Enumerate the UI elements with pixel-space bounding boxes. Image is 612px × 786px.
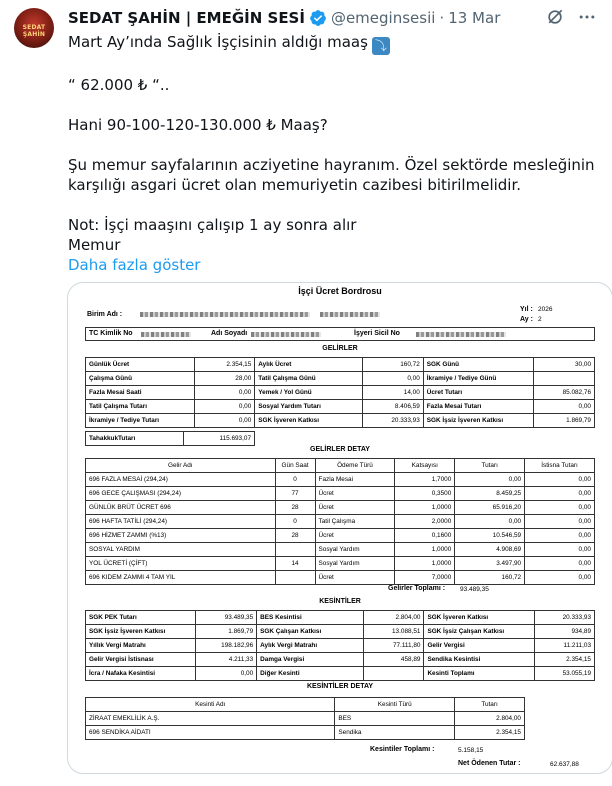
tc-label: TC Kimlik No — [89, 330, 133, 337]
table-value: 0,00 — [195, 414, 255, 428]
column-header: Tutarı — [455, 459, 525, 473]
gelirler-table — [85, 357, 595, 428]
table-label: Günlük Ücret — [86, 358, 195, 372]
arrow-down-right-emoji-icon: ⤵ — [372, 37, 390, 55]
tweet-image[interactable] — [67, 282, 612, 774]
tahakkuk-table — [85, 431, 255, 446]
table-cell: 0,00 — [525, 529, 595, 543]
table-label: Sosyal Yardım Tutarı — [255, 400, 363, 414]
table-cell: 10.546,59 — [455, 529, 525, 543]
table-cell: YOL ÜCRETİ (ÇİFT) — [86, 557, 276, 571]
author-handle[interactable]: @emeginsesii — [330, 9, 436, 27]
table-cell: 8.459,25 — [455, 487, 525, 501]
table-value: 11.211,03 — [534, 639, 594, 653]
kesintiler-row — [86, 639, 595, 653]
table-cell: Ücret — [315, 501, 395, 515]
table-label: BES Kesintisi — [257, 611, 364, 625]
table-value: 0,00 — [195, 400, 255, 414]
table-cell — [275, 543, 315, 557]
column-header: Kesinti Türü — [335, 698, 455, 712]
table-row — [86, 726, 525, 740]
table-cell: Sendika — [335, 726, 455, 740]
table-cell: 0 — [275, 473, 315, 487]
table-cell: 2.354,15 — [455, 726, 525, 740]
table-value — [364, 667, 424, 681]
grok-icon[interactable] — [544, 6, 566, 28]
table-label: Kesinti Toplamı — [424, 667, 534, 681]
separator-dot: · — [439, 9, 445, 27]
avatar[interactable] — [14, 8, 54, 48]
table-label: Aylık Ücret — [255, 358, 363, 372]
author-name[interactable]: SEDAT ŞAHİN | EMEĞİN SESİ — [68, 9, 305, 27]
table-value: 0,00 — [196, 667, 257, 681]
table-cell: 7,0000 — [395, 571, 455, 585]
table-cell: Sosyal Yardım — [315, 557, 395, 571]
table-label: Gelir Vergisi — [424, 639, 534, 653]
verified-badge-icon — [309, 9, 327, 27]
kesintiler-detay-table — [85, 697, 525, 740]
gelirler-row — [86, 372, 595, 386]
sicil-label: İşyeri Sicil No — [354, 330, 400, 337]
adsoyad-label: Adı Soyadı — [211, 330, 248, 337]
table-label: Aylık Vergi Matrahı — [257, 639, 364, 653]
kesintiler-row — [86, 611, 595, 625]
redacted-birim — [140, 312, 310, 317]
tweet-date[interactable]: 13 Mar — [448, 9, 501, 27]
table-cell: 696 GECE ÇALIŞMASI (294,24) — [86, 487, 276, 501]
table-value: 198.182,96 — [196, 639, 257, 653]
table-cell: 0,00 — [525, 543, 595, 557]
column-header: Gün Saat — [275, 459, 315, 473]
gelirler-detay-table — [85, 458, 595, 585]
yil-label: Yıl : — [520, 306, 533, 313]
table-label: SGK Günü — [423, 358, 533, 372]
kesintiler-toplami-value: 5.158,15 — [458, 747, 484, 754]
column-header: İstisna Tutarı — [525, 459, 595, 473]
table-cell: 0,00 — [525, 515, 595, 529]
table-cell: BES — [335, 712, 455, 726]
table-value: 0,00 — [195, 386, 255, 400]
table-value: 20.333,93 — [534, 611, 594, 625]
table-value: 20.333,93 — [362, 414, 423, 428]
table-value: 30,00 — [534, 358, 595, 372]
tweet-header — [68, 8, 602, 28]
table-value: 93.489,35 — [196, 611, 257, 625]
table-row — [86, 515, 595, 529]
table-cell: 696 FAZLA MESAİ (294,24) — [86, 473, 276, 487]
table-value: 8.406,59 — [362, 400, 423, 414]
table-row — [86, 571, 595, 585]
redacted-birim-2 — [320, 312, 380, 317]
table-label: İkramiye / Tediye Günü — [423, 372, 533, 386]
column-header: Katsayısı — [395, 459, 455, 473]
table-label: Fazla Mesai Saati — [86, 386, 195, 400]
table-label: SGK İşveren Katkısı — [424, 611, 534, 625]
ay-label: Ay : — [520, 316, 533, 323]
table-value: 0,00 — [534, 400, 595, 414]
table-row — [86, 473, 595, 487]
table-cell: 1,0000 — [395, 501, 455, 515]
table-cell: 1,0000 — [395, 543, 455, 557]
table-cell: 696 KIDEM ZAMMI 4 TAM YIL — [86, 571, 276, 585]
show-more-link[interactable]: Daha fazla göster — [68, 256, 201, 274]
table-cell: Sosyal Yardım — [315, 543, 395, 557]
yil-value: 2026 — [538, 306, 553, 313]
table-label: Ücret Tutarı — [423, 386, 533, 400]
table-row — [86, 557, 595, 571]
table-label: Gelir Vergisi İstisnası — [86, 653, 196, 667]
table-cell: 1,7000 — [395, 473, 455, 487]
table-cell: 2,0000 — [395, 515, 455, 529]
tweet-line-1: Mart Ay’ında Sağlık İşçisinin aldığı maaş — [68, 33, 368, 51]
table-value: 458,89 — [364, 653, 424, 667]
ay-value: 2 — [538, 316, 542, 323]
table-cell: 1,0000 — [395, 557, 455, 571]
table-cell: 28 — [275, 529, 315, 543]
tweet-text — [68, 32, 598, 275]
tweet-line-4: Şu memur sayfalarının acziyetine hayranım. Özel sektörde mesleğinin karşılığı asgari ücret olan memuriyetin cazibesi bitirilmelidir. — [68, 156, 595, 194]
gelirler-title: GELİRLER — [322, 345, 358, 352]
table-cell: 0 — [275, 515, 315, 529]
table-cell: 65.916,20 — [455, 501, 525, 515]
table-label: Yemek / Yol Günü — [255, 386, 363, 400]
table-cell: 0,00 — [525, 571, 595, 585]
payroll-document — [80, 283, 600, 773]
table-label: SGK İşsiz İşveren Katkısı — [86, 625, 196, 639]
kesintiler-row — [86, 625, 595, 639]
table-row — [86, 529, 595, 543]
table-cell: 0,00 — [455, 515, 525, 529]
kes-detay-title: KESİNTİLER DETAY — [306, 683, 374, 690]
table-label: Tatil Çalışma Günü — [255, 372, 363, 386]
table-cell: 4.908,69 — [455, 543, 525, 557]
table-cell: 0,00 — [525, 501, 595, 515]
table-cell: Ücret — [315, 529, 395, 543]
table-label: İkramiye / Tediye Tutarı — [86, 414, 195, 428]
table-cell: Ücret — [315, 571, 395, 585]
net-label: Net Ödenen Tutar : — [458, 760, 521, 767]
table-label: SGK İşsiz Çalışan Katkısı — [424, 625, 534, 639]
table-cell: ZİRAAT EMEKLİLİK A.Ş. — [86, 712, 335, 726]
table-label: Tatil Çalışma Tutarı — [86, 400, 195, 414]
table-value: 2.354,15 — [195, 358, 255, 372]
table-row — [86, 712, 525, 726]
table-cell — [275, 571, 315, 585]
table-label: Sendika Kesintisi — [424, 653, 534, 667]
table-cell: 0,00 — [525, 487, 595, 501]
table-label: Fazla Mesai Tutarı — [423, 400, 533, 414]
gelirler-row — [86, 358, 595, 372]
kesintiler-row — [86, 653, 595, 667]
column-header: Ödeme Türü — [315, 459, 395, 473]
table-label: SGK İşveren Katkısı — [255, 414, 363, 428]
table-value: 1.869,79 — [534, 414, 595, 428]
column-header: Tutarı — [455, 698, 525, 712]
table-cell: 0,00 — [525, 473, 595, 487]
table-row — [86, 487, 595, 501]
table-value: 1.869,79 — [196, 625, 257, 639]
identity-row — [85, 327, 595, 341]
table-value: 2.804,00 — [364, 611, 424, 625]
table-cell: 0,00 — [455, 473, 525, 487]
table-value — [534, 372, 595, 386]
tweet-line-5: Not: İşçi maaşını çalışıp 1 ay sonra alır — [68, 216, 357, 234]
column-header: Kesinti Adı — [86, 698, 335, 712]
table-row — [86, 501, 595, 515]
gelirler-row — [86, 386, 595, 400]
table-cell: 28 — [275, 501, 315, 515]
gelirler-row — [86, 400, 595, 414]
detay-title: GELİRLER DETAY — [310, 446, 370, 453]
more-icon[interactable] — [576, 6, 598, 28]
kesintiler-toplami-label: Kesintiler Toplamı : — [370, 746, 435, 753]
document-title: İşçi Ücret Bordrosu — [298, 286, 382, 296]
tweet-line-2: “ 62.000 ₺ “.. — [68, 76, 170, 94]
tweet-line-6: Memur — [68, 236, 121, 254]
table-row — [86, 543, 595, 557]
table-value: 0,00 — [362, 372, 423, 386]
tahakkuk-label: TahakkukTutarı — [86, 432, 184, 446]
table-value: 14,00 — [362, 386, 423, 400]
gelirler-row — [86, 414, 595, 428]
table-cell: 0,00 — [525, 557, 595, 571]
table-cell: 14 — [275, 557, 315, 571]
table-value: 53.055,19 — [534, 667, 594, 681]
table-cell: GÜNLÜK BRÜT ÜCRET 696 — [86, 501, 276, 515]
table-value: 160,72 — [362, 358, 423, 372]
gelirler-toplami-value: 93.489,35 — [460, 586, 489, 593]
table-label: SGK İşsiz İşveren Katkısı — [423, 414, 533, 428]
column-header: Gelir Adı — [86, 459, 276, 473]
kesintiler-title: KESİNTİLER — [319, 598, 361, 605]
table-cell: 696 SENDİKA AİDATI — [86, 726, 335, 740]
kesintiler-table — [85, 610, 595, 681]
gelirler-toplami-label: Gelirler Toplamı : — [388, 585, 446, 592]
net-value: 62.637,88 — [550, 761, 579, 768]
table-label: Damga Vergisi — [257, 653, 364, 667]
table-label: Diğer Kesinti — [257, 667, 364, 681]
kesintiler-row — [86, 667, 595, 681]
table-value: 77.111,80 — [364, 639, 424, 653]
table-label: Çalışma Günü — [86, 372, 195, 386]
table-cell: Ücret — [315, 487, 395, 501]
table-cell: 696 HİZMET ZAMMI (%13) — [86, 529, 276, 543]
table-label: İcra / Nafaka Kesintisi — [86, 667, 196, 681]
table-cell: Tatil Çalışma — [315, 515, 395, 529]
table-value: 85.082,76 — [534, 386, 595, 400]
header-actions — [544, 6, 598, 28]
table-value: 13.088,51 — [364, 625, 424, 639]
avatar-text: SEDAT ŞAHİN — [22, 24, 46, 38]
table-value: 4.211,33 — [196, 653, 257, 667]
table-cell: 0,1600 — [395, 529, 455, 543]
table-cell: SOSYAL YARDIM — [86, 543, 276, 557]
table-value: 2.354,15 — [534, 653, 594, 667]
table-cell: 160,72 — [455, 571, 525, 585]
table-cell: 696 HAFTA TATİLİ (294,24) — [86, 515, 276, 529]
table-cell: 3.497,90 — [455, 557, 525, 571]
table-cell: 2.804,00 — [455, 712, 525, 726]
table-cell: 0,3500 — [395, 487, 455, 501]
table-value: 28,00 — [195, 372, 255, 386]
table-label: SGK Çalışan Katkısı — [257, 625, 364, 639]
tweet-line-3: Hani 90-100-120-130.000 ₺ Maaş? — [68, 116, 328, 134]
tahakkuk-value: 115.693,07 — [184, 432, 255, 446]
table-cell: Fazla Mesai — [315, 473, 395, 487]
table-cell: 77 — [275, 487, 315, 501]
table-value: 934,89 — [534, 625, 594, 639]
birim-label: Birim Adı : — [87, 311, 123, 318]
table-label: Yıllık Vergi Matrahı — [86, 639, 196, 653]
table-label: SGK PEK Tutarı — [86, 611, 196, 625]
